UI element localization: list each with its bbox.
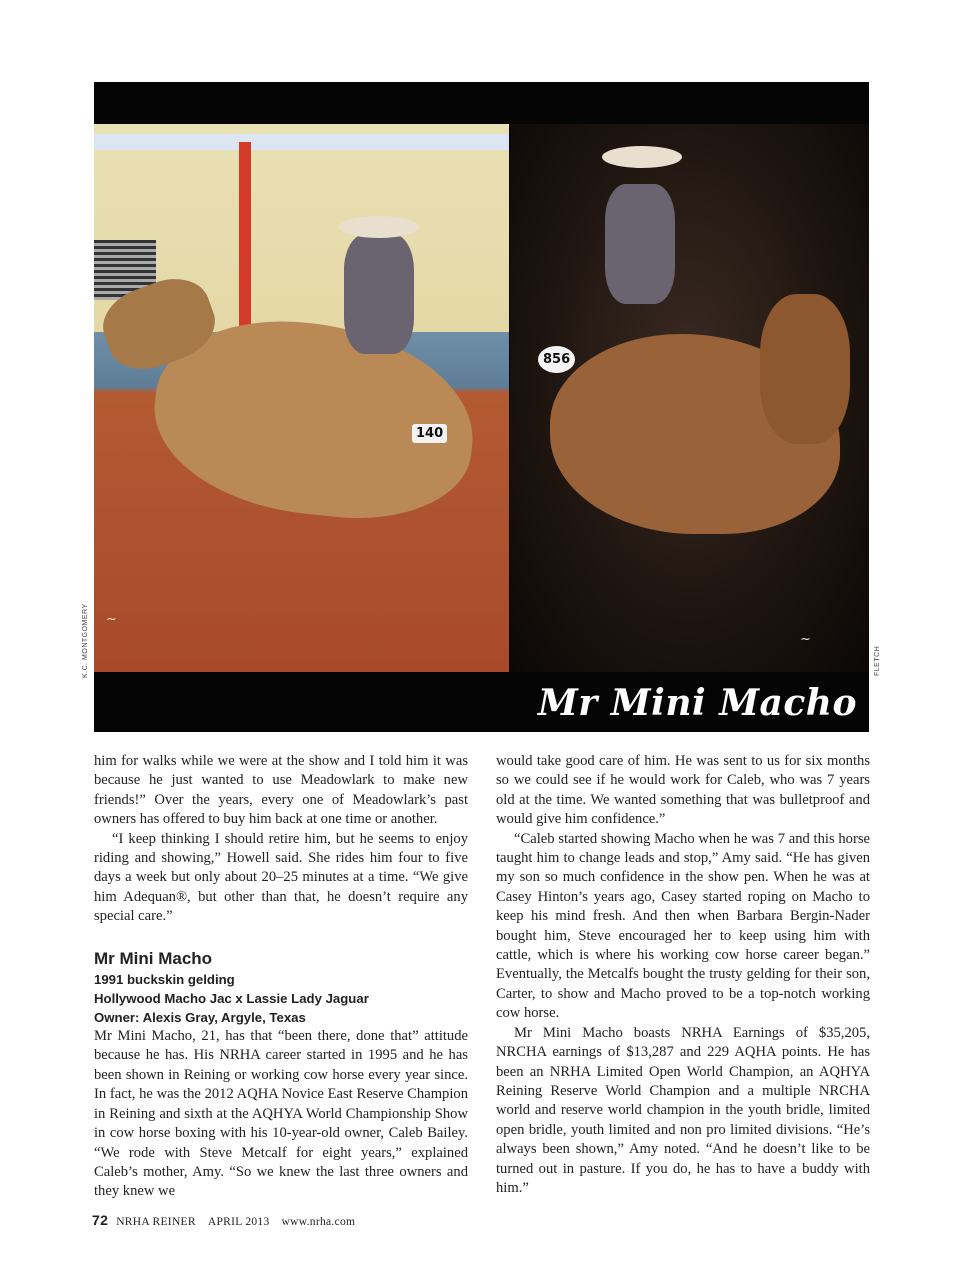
- paragraph: Mr Mini Macho boasts NRHA Earnings of $35,205, NRCHA earnings of $13,287 and 229 AQHA points. He has been an NRHA Limited Open World Champion, an AQHYA Reining Reserve World Champion and a multiple NRCHA world and reserve world champion in the youth bridle, limited open bridle, youth limited and non pro limited divisions. “He’s always been shown,” Amy noted. “And he doesn’t like to be turned out in pasture. If you do, he has to have a buddy with him.”: [496, 1024, 870, 1196]
- left-column: [94, 752, 468, 1202]
- photo-credit-right: FLETCH: [874, 645, 881, 676]
- photographer-signature: ~: [106, 612, 117, 627]
- paragraph: “I keep thinking I should retire him, but he seems to enjoy riding and showing,” Howell said. She rides him four to five days a week but only about 20–25 minutes at a time. “We give him Adequan®, but other than that, he doesn’t require any special care.”: [94, 830, 468, 925]
- paragraph: him for walks while we were at the show and I told him it was because he just wanted to use Meadowlark to make new friends!” Over the years, every one of Meadowlark’s past owners has offered to buy him back at one time or another.: [94, 753, 468, 828]
- photo-credit-left: K.C. MONTGOMERY: [82, 603, 89, 678]
- photo-spread: [94, 82, 869, 732]
- back-number: 856: [538, 346, 575, 373]
- horse-description: 1991 buckskin gelding: [94, 972, 235, 988]
- photo-right-bay-horse: [510, 124, 869, 672]
- paragraph: “Caleb started showing Macho when he was 7 and this horse taught him to change leads and stop,” Amy said. “He has given my son so much confidence in the show pen. When he was at Casey Hinton’s years ago, Casey started roping on Macho to keep his mind fresh. And then when Barbara Bergin-Nader bought him, Steve encouraged her to keep using him with cattle, which is where his working cow horse career began.” Eventually, the Metcalfs bought the trusty gelding for their son, Carter, to show and Macho proved to be a top-notch working cow horse.: [496, 830, 870, 1022]
- back-number: 140: [412, 424, 447, 443]
- rider: [344, 234, 414, 354]
- cowboy-hat: [602, 146, 682, 168]
- issue-date: APRIL 2013: [207, 1216, 270, 1228]
- horse-head: [760, 294, 850, 444]
- photo-left-buckskin-horse: [94, 124, 509, 672]
- photographer-signature: ~: [800, 632, 811, 647]
- arena-rail: [94, 134, 509, 150]
- horse-pedigree: Hollywood Macho Jac x Lassie Lady Jaguar: [94, 991, 369, 1007]
- paragraph: would take good care of him. He was sent to us for six months so we could see if he would work for Caleb, who was 7 years old at the time. We wanted something that was bulletproof and would give him confidence.”: [496, 753, 870, 828]
- page-footer: [92, 1212, 367, 1228]
- photo-caption: Mr Mini Macho: [537, 682, 857, 724]
- page-number: 72: [92, 1212, 109, 1228]
- magazine-name: NRHA REINER: [116, 1216, 196, 1228]
- right-column: [496, 752, 870, 1198]
- paragraph: Mr Mini Macho, 21, has that “been there, done that” attitude because he has. His NRHA career started in 1995 and he has been shown in Reining or working cow horse every year since. In fact, he was the 2012 AQHA Novice East Reserve Champion in Reining and sixth at the AQHYA World Championship Show in cow horse boxing with his 10-year-old owner, Caleb Bailey. “We rode with Steve Metcalf for eight years,” explained Caleb’s mother, Amy. “So we knew the last three owners and they knew we: [94, 1028, 468, 1200]
- horse-owner: Owner: Alexis Gray, Argyle, Texas: [94, 1010, 306, 1026]
- section-heading: Mr Mini Macho: [94, 948, 213, 968]
- rider: [605, 184, 675, 304]
- cowboy-hat: [339, 216, 419, 238]
- website-url: www.nrha.com: [281, 1216, 356, 1228]
